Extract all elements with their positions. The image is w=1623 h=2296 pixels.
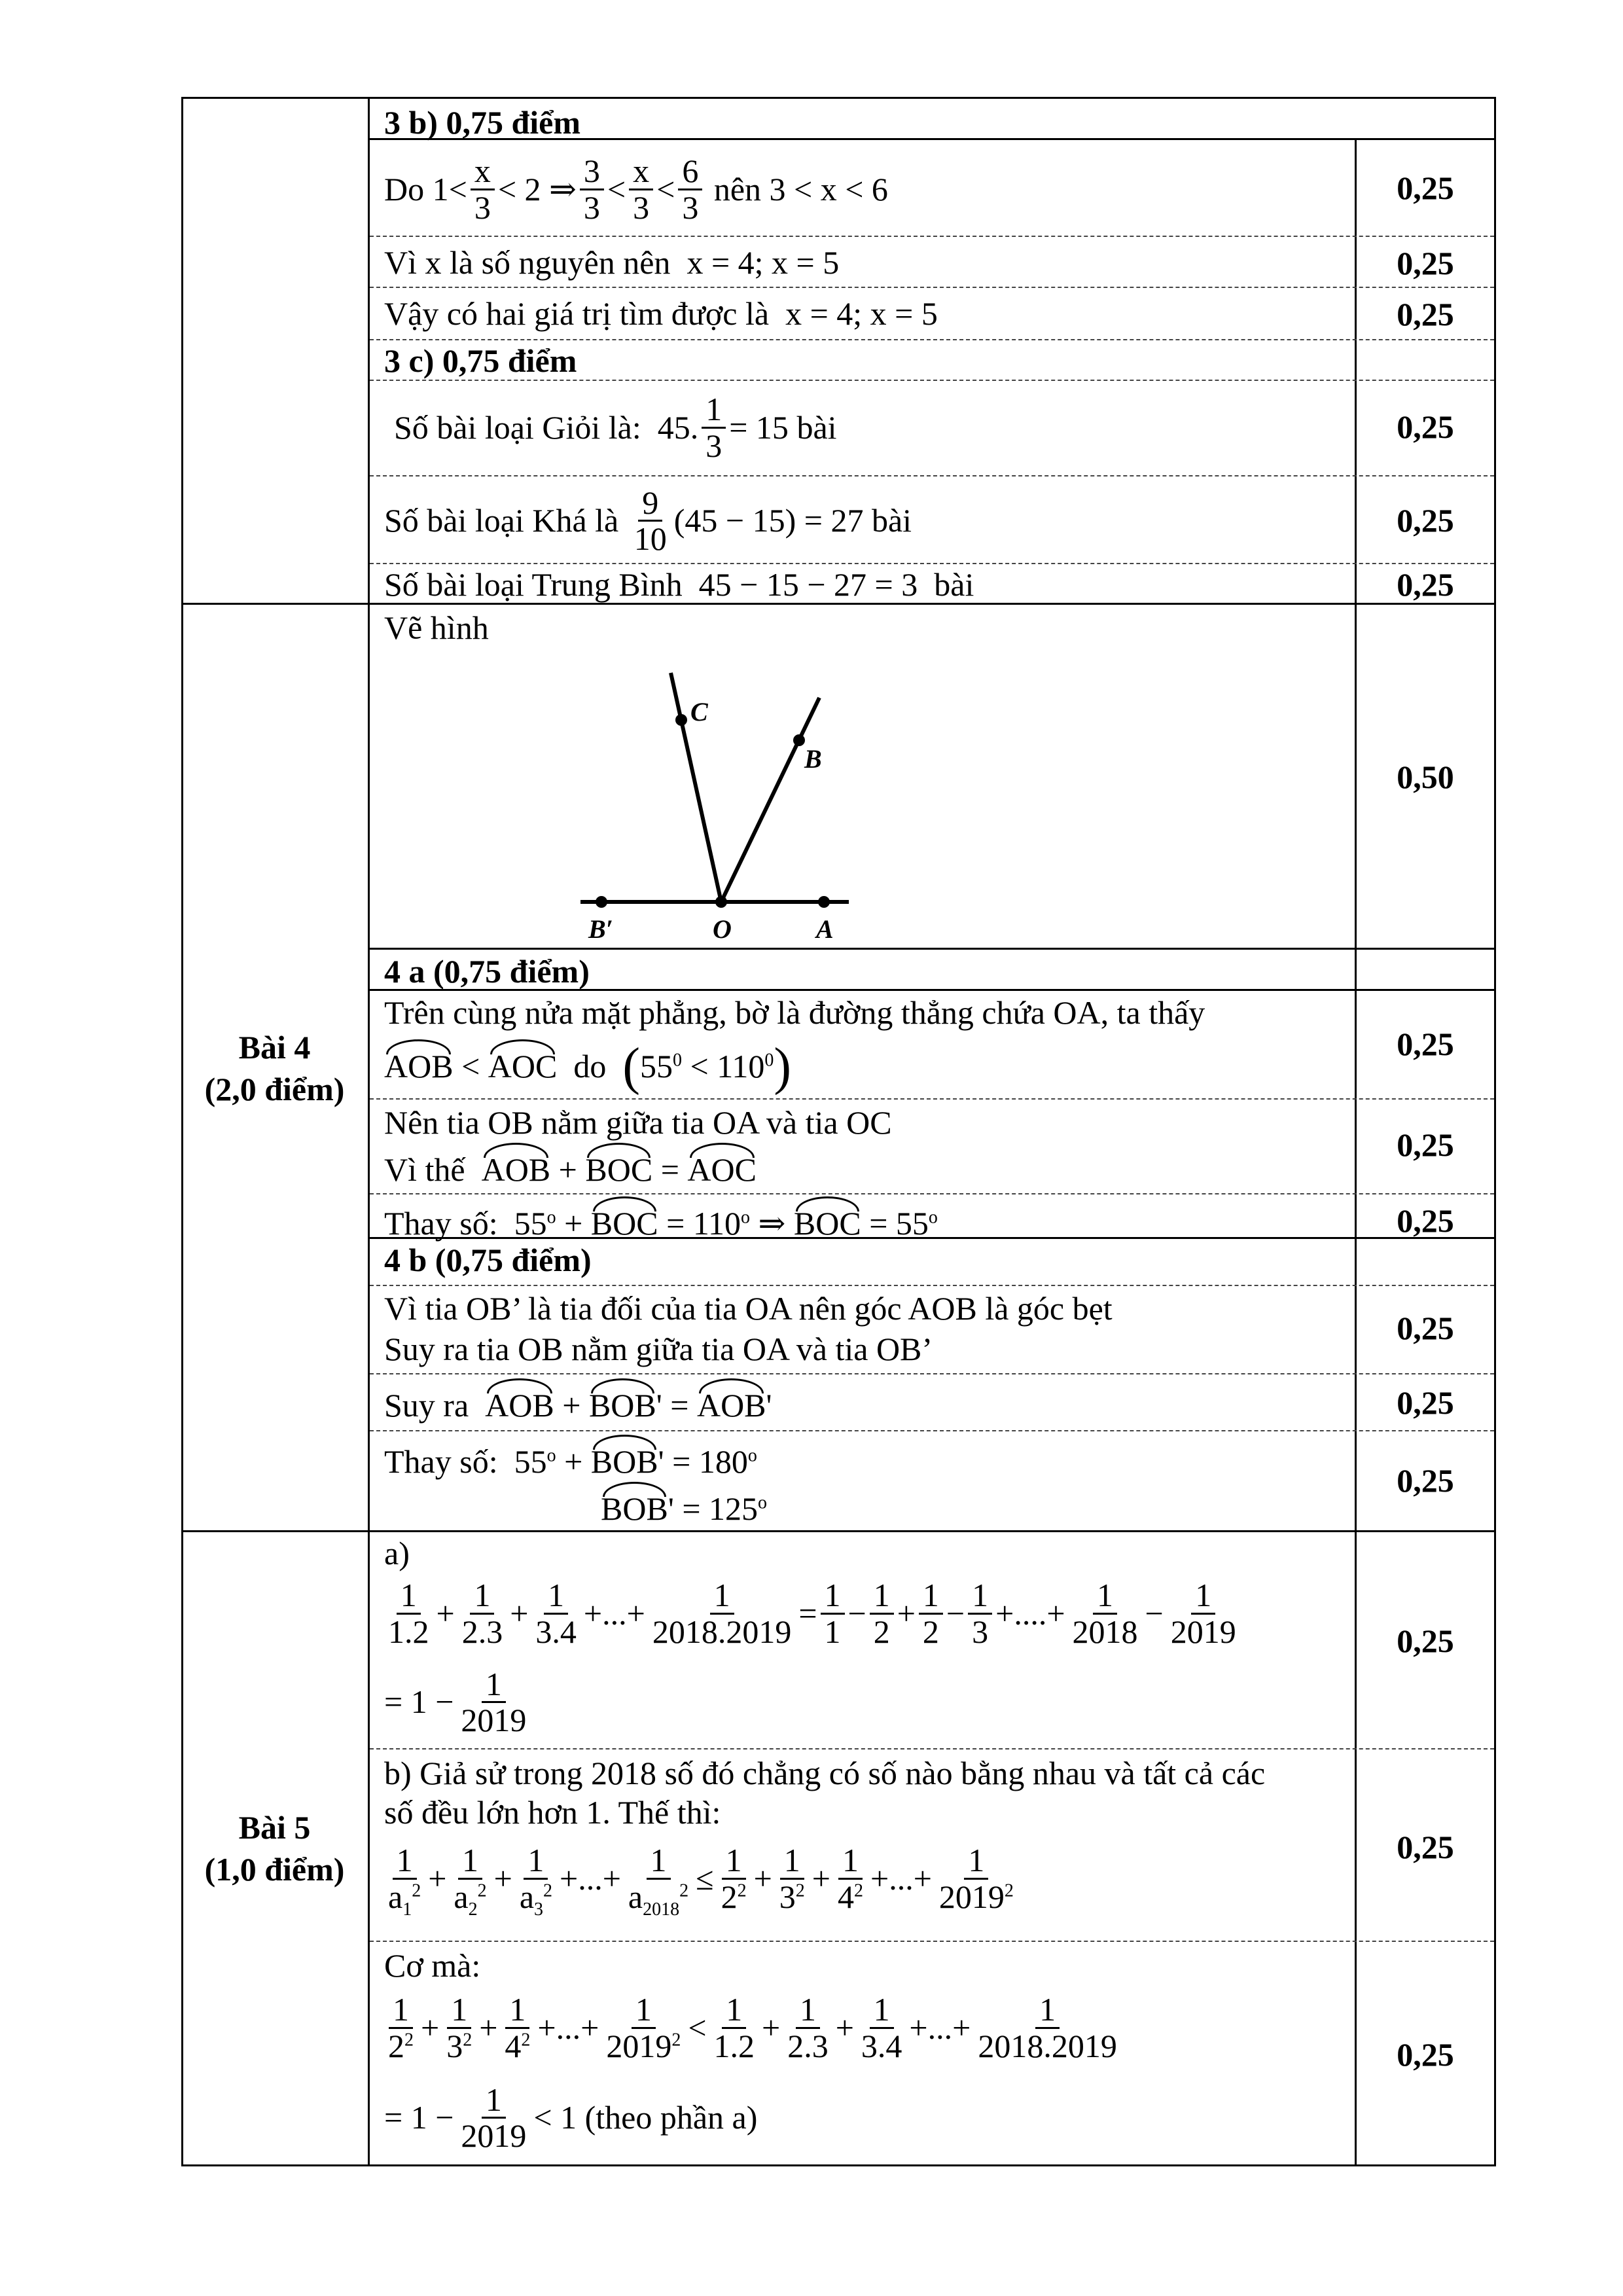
fraction: $\frac{1}{2}$	[870, 1578, 894, 1649]
fraction: $\frac{1}{2018.2019}$	[652, 1577, 792, 1650]
text: 110	[692, 1205, 741, 1242]
degree: o	[758, 1492, 768, 1513]
angle: BOC	[591, 1202, 658, 1244]
text: x = 4; x = 5	[687, 244, 840, 281]
text: '	[668, 1490, 674, 1527]
text: +	[436, 1594, 455, 1632]
row-4a-2-line1: Nên tia OB nằm giữa tia OA và tia OC	[384, 1104, 892, 1141]
geometry-figure	[574, 647, 980, 948]
text: +	[870, 1859, 889, 1897]
angle: AOB	[482, 1148, 551, 1191]
row-5b-line1: b) Giả sử trong 2018 số đó chẳng có số nào bằng nhau và tất cả các	[384, 1755, 1266, 1791]
text: Do	[384, 170, 425, 207]
fraction: $\frac{1}{2^2}$	[388, 1991, 414, 2064]
row-4a-2-line2	[384, 1148, 757, 1191]
text: = 1 −	[384, 2099, 454, 2136]
row-line	[370, 1373, 1494, 1374]
text: '	[656, 1387, 662, 1424]
text: =	[670, 1387, 689, 1424]
degree: o	[740, 1207, 750, 1228]
text: ...	[578, 1859, 603, 1897]
angle: BOB	[589, 1384, 656, 1426]
bai4-label	[181, 1026, 368, 1110]
text: '	[658, 1443, 664, 1480]
text: Thay số:	[384, 1443, 498, 1480]
text: <	[688, 2009, 707, 2046]
fraction: $\frac{1}{3^2}$	[446, 1991, 473, 2064]
text: =	[682, 1490, 701, 1527]
row-4b-1-line2: Suy ra tia OB nằm giữa tia OA và tia OB’	[384, 1331, 933, 1367]
point-a	[818, 896, 830, 908]
text: ...	[602, 1594, 627, 1632]
point-o	[715, 896, 727, 908]
text: ....	[1014, 1594, 1047, 1632]
text: +	[909, 2009, 928, 2046]
fraction: $\frac{1}{2019}$	[461, 1665, 527, 1738]
fraction: $\frac{1}{a_2^2}$	[454, 1842, 487, 1920]
label: (1,0 điểm)	[204, 1851, 345, 1888]
text: +	[753, 1859, 772, 1897]
text: +	[602, 1859, 621, 1897]
text: Số bài loại Khá là	[384, 502, 619, 539]
text: = 1 −	[384, 1683, 454, 1721]
text: +	[564, 1443, 583, 1480]
fraction: $\frac{1}{a_1^2}$	[388, 1842, 421, 1920]
text: 45 − 15 − 27 = 3	[698, 566, 918, 603]
fraction: $\frac{3}{3}$	[580, 154, 604, 224]
text: bài	[934, 566, 974, 603]
text: ⇒	[758, 1205, 786, 1242]
text: +	[952, 2009, 971, 2046]
text: <	[448, 170, 467, 207]
fraction: $\frac{1}{1.2}$	[388, 1577, 429, 1650]
text: +	[558, 1151, 577, 1188]
score-5a: 0,25	[1397, 1623, 1454, 1659]
text: +	[421, 2009, 440, 2046]
column-divider-label	[368, 97, 370, 2166]
text: +	[510, 1594, 529, 1632]
text: Vì thế	[384, 1151, 465, 1188]
fraction: $\frac{1}{2019}$	[461, 2081, 527, 2154]
row-4a-1-line1: Trên cùng nửa mặt phẳng, bờ là đường thẳng chứa OA, ta thấy	[384, 994, 1205, 1031]
text: <	[607, 170, 626, 207]
score-3c-2: 0,25	[1397, 502, 1454, 539]
text: bài	[871, 502, 912, 539]
score-4a-1: 0,25	[1397, 1026, 1454, 1062]
text: '	[766, 1387, 772, 1424]
text: <	[690, 1048, 709, 1085]
fraction: $\frac{1}{2.3}$	[461, 1577, 503, 1650]
paren: (	[622, 1038, 640, 1096]
degree: 0	[673, 1050, 682, 1071]
text: <	[656, 170, 675, 207]
angle: BOB	[601, 1487, 668, 1530]
label-b: B	[804, 744, 822, 774]
text: ...	[927, 2009, 953, 2046]
score-4b-1: 0,25	[1397, 1310, 1454, 1346]
text: Vì x là số nguyên nên	[384, 244, 671, 281]
text: +	[1046, 1594, 1065, 1632]
label-a: A	[816, 914, 834, 944]
row-4a-1-line2	[384, 1038, 791, 1096]
point-bprime	[596, 896, 607, 908]
row-line	[370, 287, 1494, 288]
label: Bài 5	[238, 1809, 311, 1846]
text: 55	[895, 1205, 929, 1242]
row-5c-ineq	[381, 1985, 1124, 2070]
label-o: O	[713, 914, 732, 944]
row-line	[370, 1193, 1494, 1194]
row-4a-3	[384, 1202, 938, 1244]
text: +	[995, 1594, 1014, 1632]
text: Suy ra	[384, 1387, 469, 1424]
text: do	[573, 1048, 607, 1085]
score-4a-2: 0,25	[1397, 1126, 1454, 1163]
row-line	[370, 1941, 1494, 1942]
text: x = 4; x = 5	[785, 295, 938, 332]
text: = 15	[729, 408, 789, 446]
text: −	[1145, 1594, 1164, 1632]
degree: o	[747, 1445, 757, 1466]
degree: o	[546, 1445, 556, 1466]
section-title-3c: 3 c) 0,75 điểm	[384, 342, 577, 379]
row-5b-ineq	[381, 1833, 1021, 1924]
angle: BOC	[794, 1202, 861, 1244]
fraction: $\frac{1}{1}$	[821, 1578, 845, 1649]
text: −	[847, 1594, 866, 1632]
text: Thay số:	[384, 1205, 498, 1242]
text: =	[672, 1443, 691, 1480]
text: ⇒	[549, 170, 577, 207]
text: < 1 (theo phần a)	[533, 2099, 758, 2136]
text: +	[479, 2009, 498, 2046]
score-3c-1: 0,25	[1397, 408, 1454, 445]
score-3b-1: 0,25	[1397, 170, 1454, 206]
border-bottom	[181, 2164, 1496, 2166]
text: +	[583, 1594, 603, 1632]
text: =	[798, 1594, 817, 1632]
row-3b-3	[384, 293, 938, 334]
angle: AOB	[485, 1384, 554, 1426]
point-c	[675, 714, 687, 726]
fraction: $\frac{1}{3}$	[968, 1578, 992, 1649]
score-5b: 0,25	[1397, 1829, 1454, 1865]
row-4b-2	[384, 1384, 772, 1426]
degree: o	[928, 1207, 938, 1228]
row-3b-2	[384, 242, 839, 283]
fraction: $\frac{1}{a_{2018}^2}$	[628, 1842, 689, 1920]
text: +	[493, 1859, 512, 1897]
label: (2,0 điểm)	[204, 1071, 345, 1107]
text: 45.	[657, 408, 699, 446]
border-right	[1494, 97, 1496, 2166]
text: <	[461, 1048, 480, 1085]
text: =	[666, 1205, 685, 1242]
row-line	[370, 1430, 1494, 1431]
row-3c-3	[384, 564, 974, 605]
fraction: $\frac{1}{2019^2}$	[606, 1991, 681, 2064]
row-5c-title: Cơ mà:	[384, 1947, 481, 1984]
text: +	[560, 1859, 579, 1897]
score-3b-3: 0,25	[1397, 296, 1454, 332]
figure-title: Vẽ hình	[384, 609, 489, 646]
label-c: C	[690, 697, 708, 726]
text: −	[946, 1594, 965, 1632]
row-line	[370, 1285, 1494, 1286]
text: =	[660, 1151, 679, 1188]
bai5-label	[181, 1806, 368, 1890]
angle: AOB	[384, 1045, 454, 1087]
paren: )	[774, 1038, 791, 1096]
grading-table	[181, 97, 1496, 2166]
text: ...	[556, 2009, 581, 2046]
text: Số bài loại Giỏi là:	[394, 408, 641, 446]
fraction: $\frac{9}{10}$	[633, 484, 667, 557]
text: =	[869, 1205, 888, 1242]
row-line	[370, 1748, 1494, 1749]
section-title-4b: 4 b (0,75 điểm)	[384, 1242, 592, 1278]
text: 3 < x < 6	[769, 170, 888, 207]
score-3c-3: 0,25	[1397, 566, 1454, 603]
fraction: $\frac{1}{2018}$	[1072, 1577, 1138, 1650]
section-divider-bai5	[181, 1530, 1496, 1532]
label: Bài 4	[238, 1029, 311, 1066]
row-line	[370, 475, 1494, 476]
text: bài	[796, 408, 837, 446]
score-4b-2: 0,25	[1397, 1384, 1454, 1421]
row-5a-eq	[381, 1571, 1243, 1656]
text: 1	[432, 170, 449, 207]
text: +	[564, 1205, 583, 1242]
angle: AOC	[488, 1045, 558, 1087]
fraction: $\frac{6}{3}$	[678, 154, 702, 224]
fraction: $\frac{1}{3}$	[702, 392, 726, 463]
fraction: $\frac{1}{2019}$	[1170, 1577, 1236, 1650]
text: Số bài loại Trung Bình	[384, 566, 683, 603]
ray-ob	[721, 698, 819, 902]
score-figure: 0,50	[1397, 759, 1454, 795]
fraction: $\frac{x}{3}$	[471, 154, 495, 224]
angle: AOC	[687, 1148, 757, 1191]
text: ...	[889, 1859, 914, 1897]
row-3c-2	[384, 480, 912, 562]
text: 55	[514, 1443, 547, 1480]
text: 55	[640, 1048, 673, 1085]
row-line	[370, 236, 1494, 237]
fraction: $\frac{1}{3^2}$	[779, 1842, 805, 1915]
row-3b-1	[384, 147, 888, 232]
fraction: $\frac{1}{4^2}$	[837, 1842, 863, 1915]
row-3c-1	[394, 385, 837, 470]
label-bprime: B′	[588, 914, 613, 944]
fraction: $\frac{1}{3.4}$	[535, 1577, 577, 1650]
fraction: $\frac{1}{2}$	[919, 1578, 943, 1649]
row-4b-3-line2	[601, 1487, 767, 1530]
row-line	[368, 948, 1496, 950]
text: +	[835, 2009, 854, 2046]
text: <	[497, 170, 517, 207]
point-b	[793, 734, 805, 746]
text: +	[562, 1387, 581, 1424]
fraction: $\frac{1}{a_3^2}$	[519, 1842, 553, 1920]
text: 110	[717, 1048, 765, 1085]
text: (45 − 15) = 27	[673, 502, 864, 539]
degree: o	[546, 1207, 556, 1228]
fraction: $\frac{1}{2^2}$	[721, 1842, 747, 1915]
row-4b-1-line1: Vì tia OB’ là tia đối của tia OA nên góc AOB là góc bẹt	[384, 1290, 1113, 1327]
text: 180	[698, 1443, 748, 1480]
text: ≤	[696, 1859, 714, 1897]
text: +	[537, 2009, 556, 2046]
score-3b-2: 0,25	[1397, 245, 1454, 281]
text: nên	[713, 170, 762, 207]
fraction: $\frac{1}{2018.2019}$	[978, 1991, 1117, 2064]
text: Vậy có hai giá trị tìm được là	[384, 295, 770, 332]
text: +	[626, 1594, 645, 1632]
section-title-4a: 4 a (0,75 điểm)	[384, 953, 590, 990]
text: +	[812, 1859, 830, 1897]
text: +	[913, 1859, 932, 1897]
text: +	[762, 2009, 781, 2046]
fraction: $\frac{1}{1.2}$	[713, 1991, 755, 2064]
fraction: $\frac{1}{2019^2}$	[938, 1842, 1014, 1915]
text: +	[897, 1594, 916, 1632]
angle: BOC	[585, 1148, 652, 1191]
text: 2	[524, 170, 541, 207]
row-5a-title: a)	[384, 1535, 410, 1571]
row-5c-final	[384, 2077, 757, 2159]
fraction: $\frac{1}{2.3}$	[787, 1991, 829, 2064]
border-top	[181, 97, 1496, 99]
fraction: $\frac{x}{3}$	[629, 154, 653, 224]
text: 55	[514, 1205, 547, 1242]
text: 125	[709, 1490, 758, 1527]
degree: 0	[764, 1050, 774, 1071]
row-4b-3-line1	[384, 1440, 757, 1482]
row-5b-line2: số đều lớn hơn 1. Thế thì:	[384, 1794, 721, 1831]
section-title-3b: 3 b) 0,75 điểm	[384, 104, 580, 141]
score-4a-3: 0,25	[1397, 1202, 1454, 1239]
text: +	[580, 2009, 599, 2046]
fraction: $\frac{1}{4^2}$	[505, 1991, 531, 2064]
angle: BOB	[591, 1440, 658, 1482]
angle: AOB	[697, 1384, 766, 1426]
row-line	[370, 1098, 1494, 1100]
row-5a-final	[384, 1661, 533, 1743]
text: +	[428, 1859, 447, 1897]
score-5c: 0,25	[1397, 2036, 1454, 2073]
score-4b-3: 0,25	[1397, 1462, 1454, 1499]
fraction: $\frac{1}{3.4}$	[861, 1991, 902, 2064]
